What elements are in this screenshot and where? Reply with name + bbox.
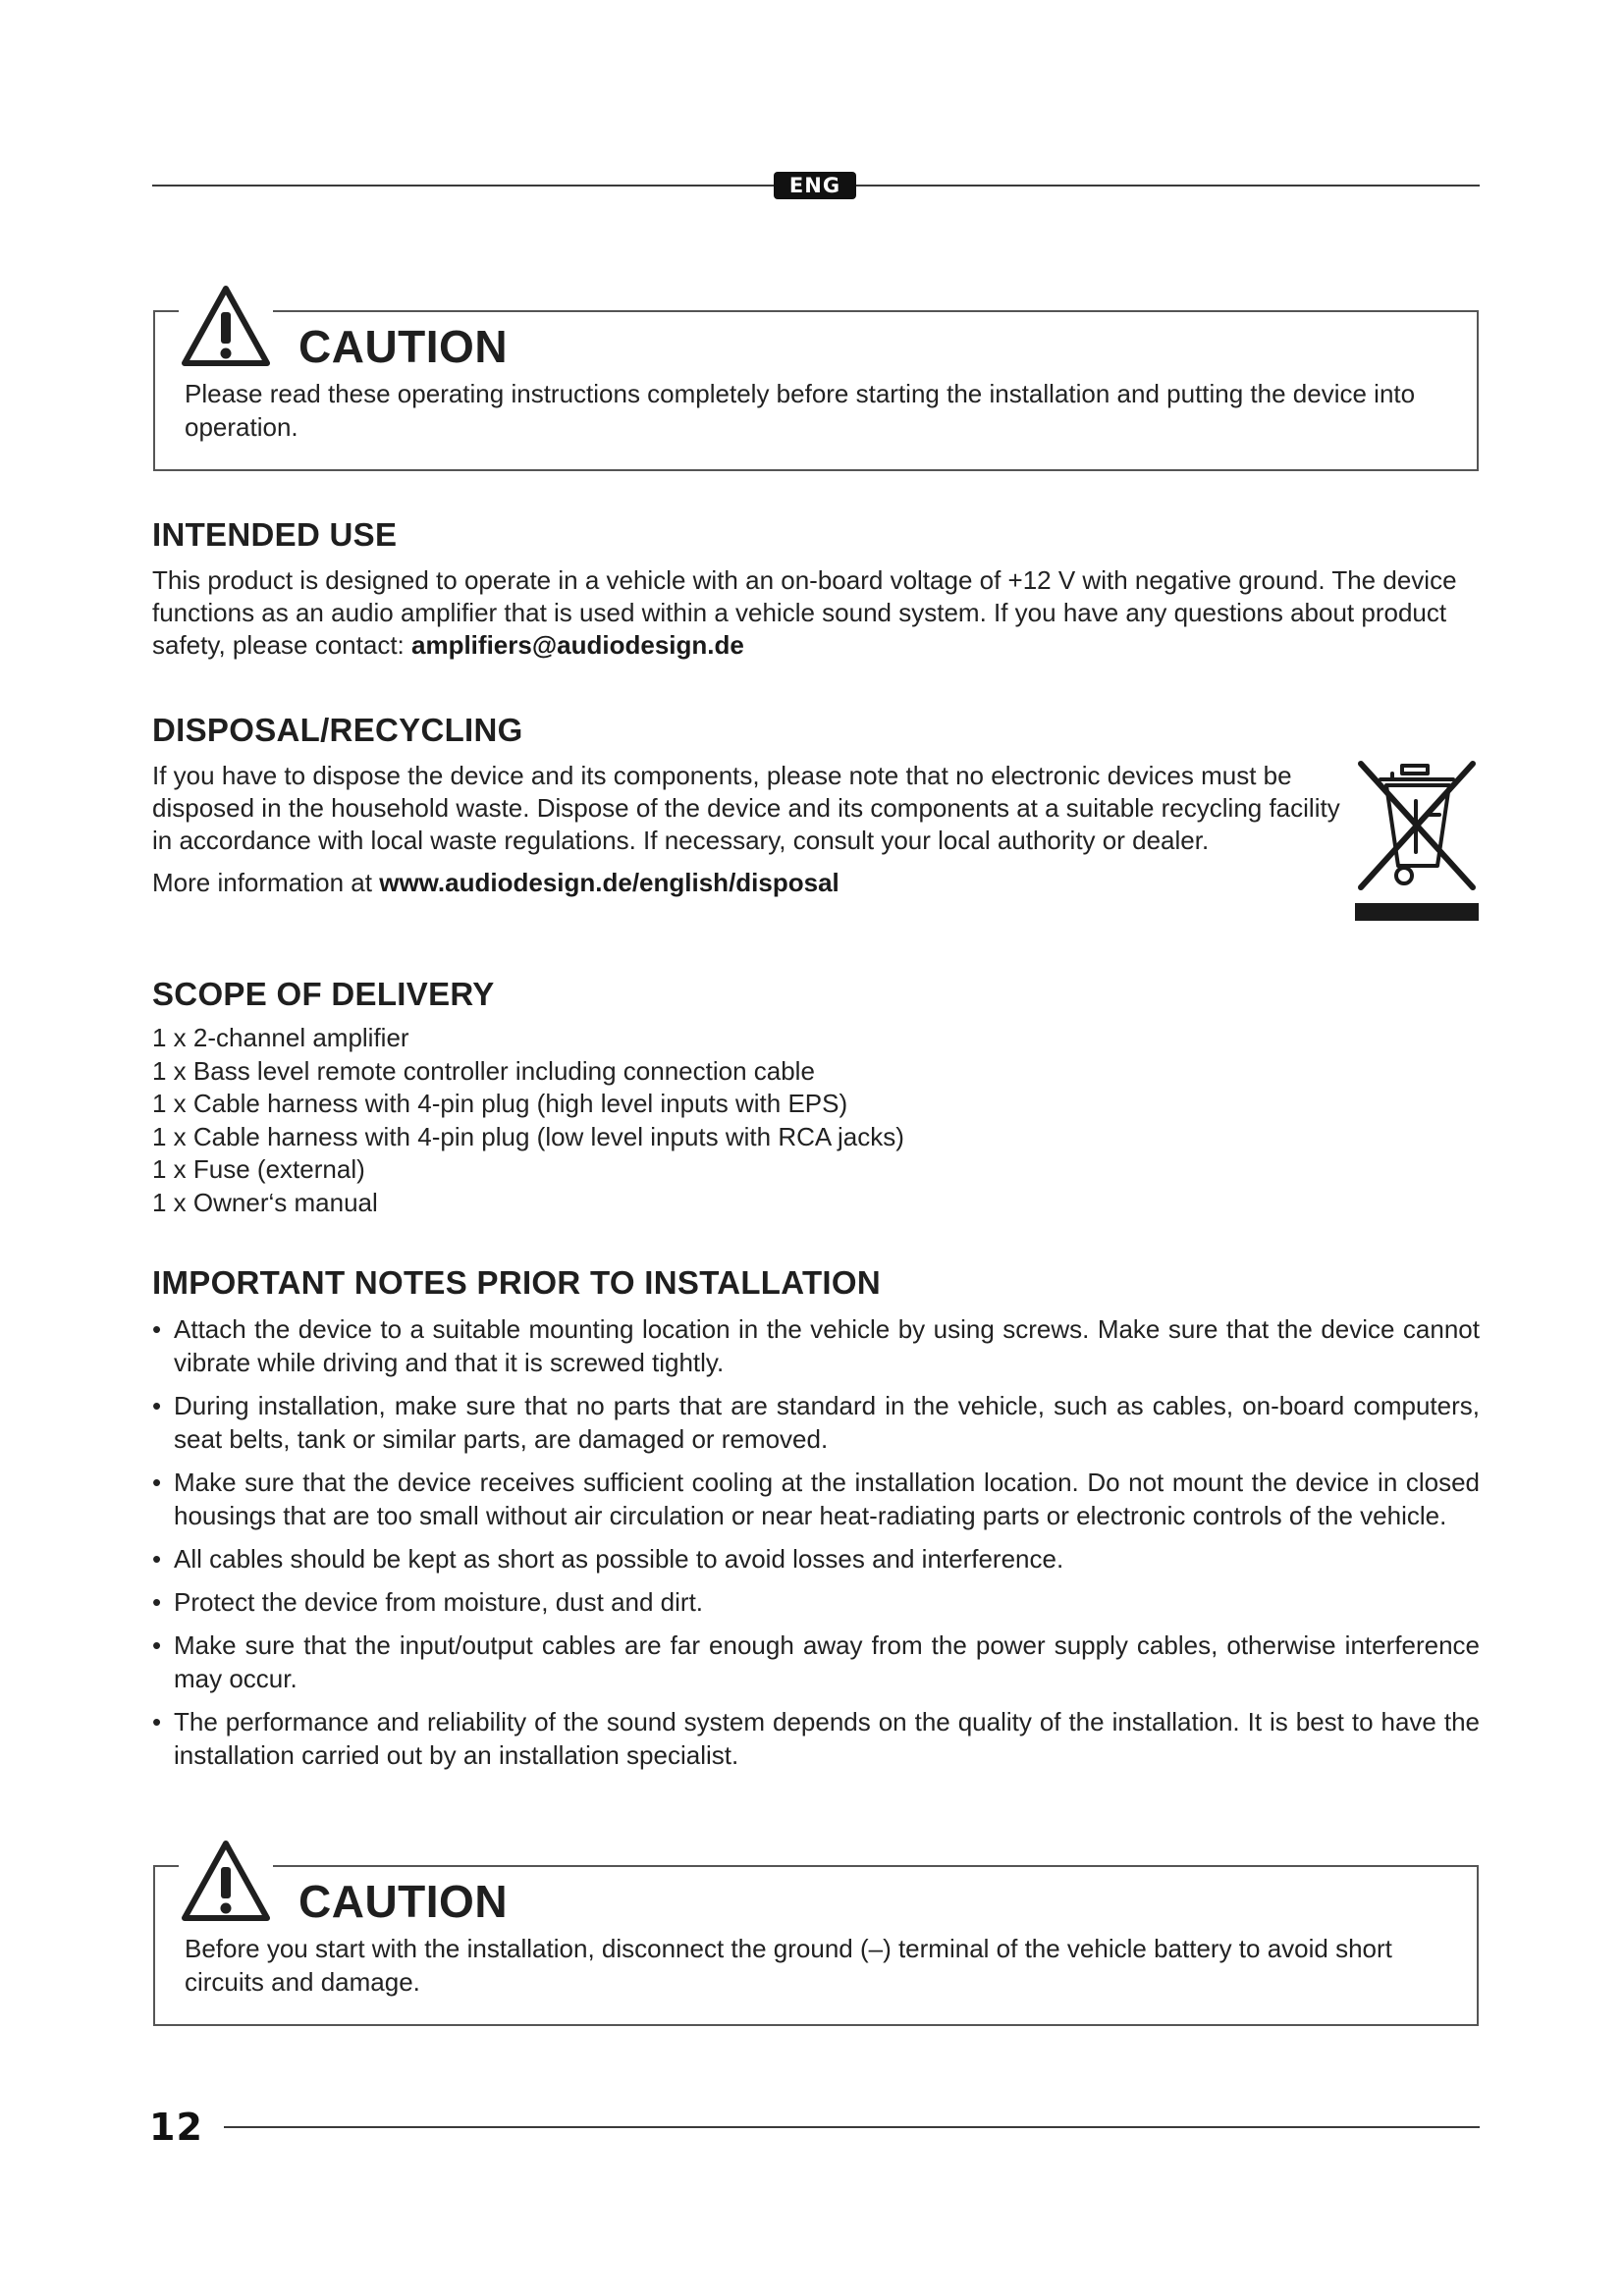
more-info-label: More information at (152, 868, 380, 897)
page-number: 12 (149, 2106, 203, 2149)
list-item: 1 x Owner‘s manual (152, 1187, 378, 1217)
scope-list (152, 1022, 1480, 1220)
disposal-section (152, 711, 1480, 899)
list-item: 1 x Fuse (external) (152, 1154, 365, 1185)
language-tag: ENG (774, 172, 856, 199)
list-item: • Protect the device from moisture, dust and dirt. (152, 1585, 1480, 1619)
warning-triangle-icon (179, 283, 273, 371)
list-item: • Make sure that the input/output cables are far enough away from the power supply cables, otherwise interference may occur. (152, 1629, 1480, 1695)
notes-list (152, 1312, 1480, 1772)
caution-box-bottom (153, 1865, 1479, 2026)
warning-triangle-icon (179, 1838, 273, 1926)
list-item: 1 x 2-channel amplifier (152, 1023, 409, 1052)
list-item: 1 x Cable harness with 4-pin plug (high level inputs with EPS) (152, 1089, 848, 1119)
list-item: • All cables should be kept as short as possible to avoid losses and interference. (152, 1542, 1480, 1575)
list-item: • Attach the device to a suitable mounting location in the vehicle by using screws. Make sure that the device cannot vibrate while driving and that it is screwed tightly. (152, 1312, 1480, 1379)
list-item: 1 x Bass level remote controller including connection cable (152, 1055, 815, 1086)
intended-use-section (152, 515, 1480, 662)
scope-heading: SCOPE OF DELIVERY (152, 976, 495, 1012)
intended-use-heading: INTENDED USE (152, 516, 398, 553)
disposal-url: www.audiodesign.de/english/disposal (379, 868, 839, 897)
disposal-text: If you have to dispose the device and its components, please note that no electronic devices must be disposed in the household waste. Dispose of the device and its components at a suitable recycling facility in accordance with local waste regulations. If necessary, consult your local authority or dealer. (152, 761, 1340, 855)
caution-text: Before you start with the installation, disconnect the ground (–) terminal of the vehicle battery to avoid short circuits and damage. (185, 1934, 1392, 1997)
intended-use-body: This product is designed to operate in a vehicle with an on-board voltage of +12 V with negative ground. The device functions as an audio amplifier that is used within a vehicle sound system. If you have any questions about product safety, please contact: (152, 565, 1457, 660)
footer-rule (224, 2126, 1480, 2128)
contact-email: amplifiers@audiodesign.de (411, 630, 744, 660)
list-item: • During installation, make sure that no parts that are standard in the vehicle, such as cables, on-board computers, seat belts, tank or similar parts, are damaged or removed. (152, 1389, 1480, 1456)
more-info-line (152, 867, 1480, 899)
caution-title: CAUTION (298, 1876, 509, 1927)
disposal-heading: DISPOSAL/RECYCLING (152, 712, 523, 748)
notes-heading: IMPORTANT NOTES PRIOR TO INSTALLATION (152, 1264, 881, 1301)
list-item: • The performance and reliability of the sound system depends on the quality of the installation. It is best to have the installation carried out by an installation specialist. (152, 1705, 1480, 1772)
intended-use-text (152, 564, 1480, 662)
caution-title: CAUTION (298, 321, 509, 372)
caution-text: Please read these operating instructions completely before starting the installation and putting the device into operation. (185, 379, 1416, 442)
notes-section (152, 1263, 1480, 1782)
list-item: • Make sure that the device receives sufficient cooling at the installation location. Do not mount the device in closed housings that are too small without air circulation or near heat-radiating parts or electronic controls of the vehicle. (152, 1466, 1480, 1532)
caution-box-top (153, 310, 1479, 471)
crossed-out-wheelie-bin-icon (1353, 758, 1481, 925)
list-item: 1 x Cable harness with 4-pin plug (low level inputs with RCA jacks) (152, 1121, 904, 1151)
scope-section (152, 975, 1480, 1220)
